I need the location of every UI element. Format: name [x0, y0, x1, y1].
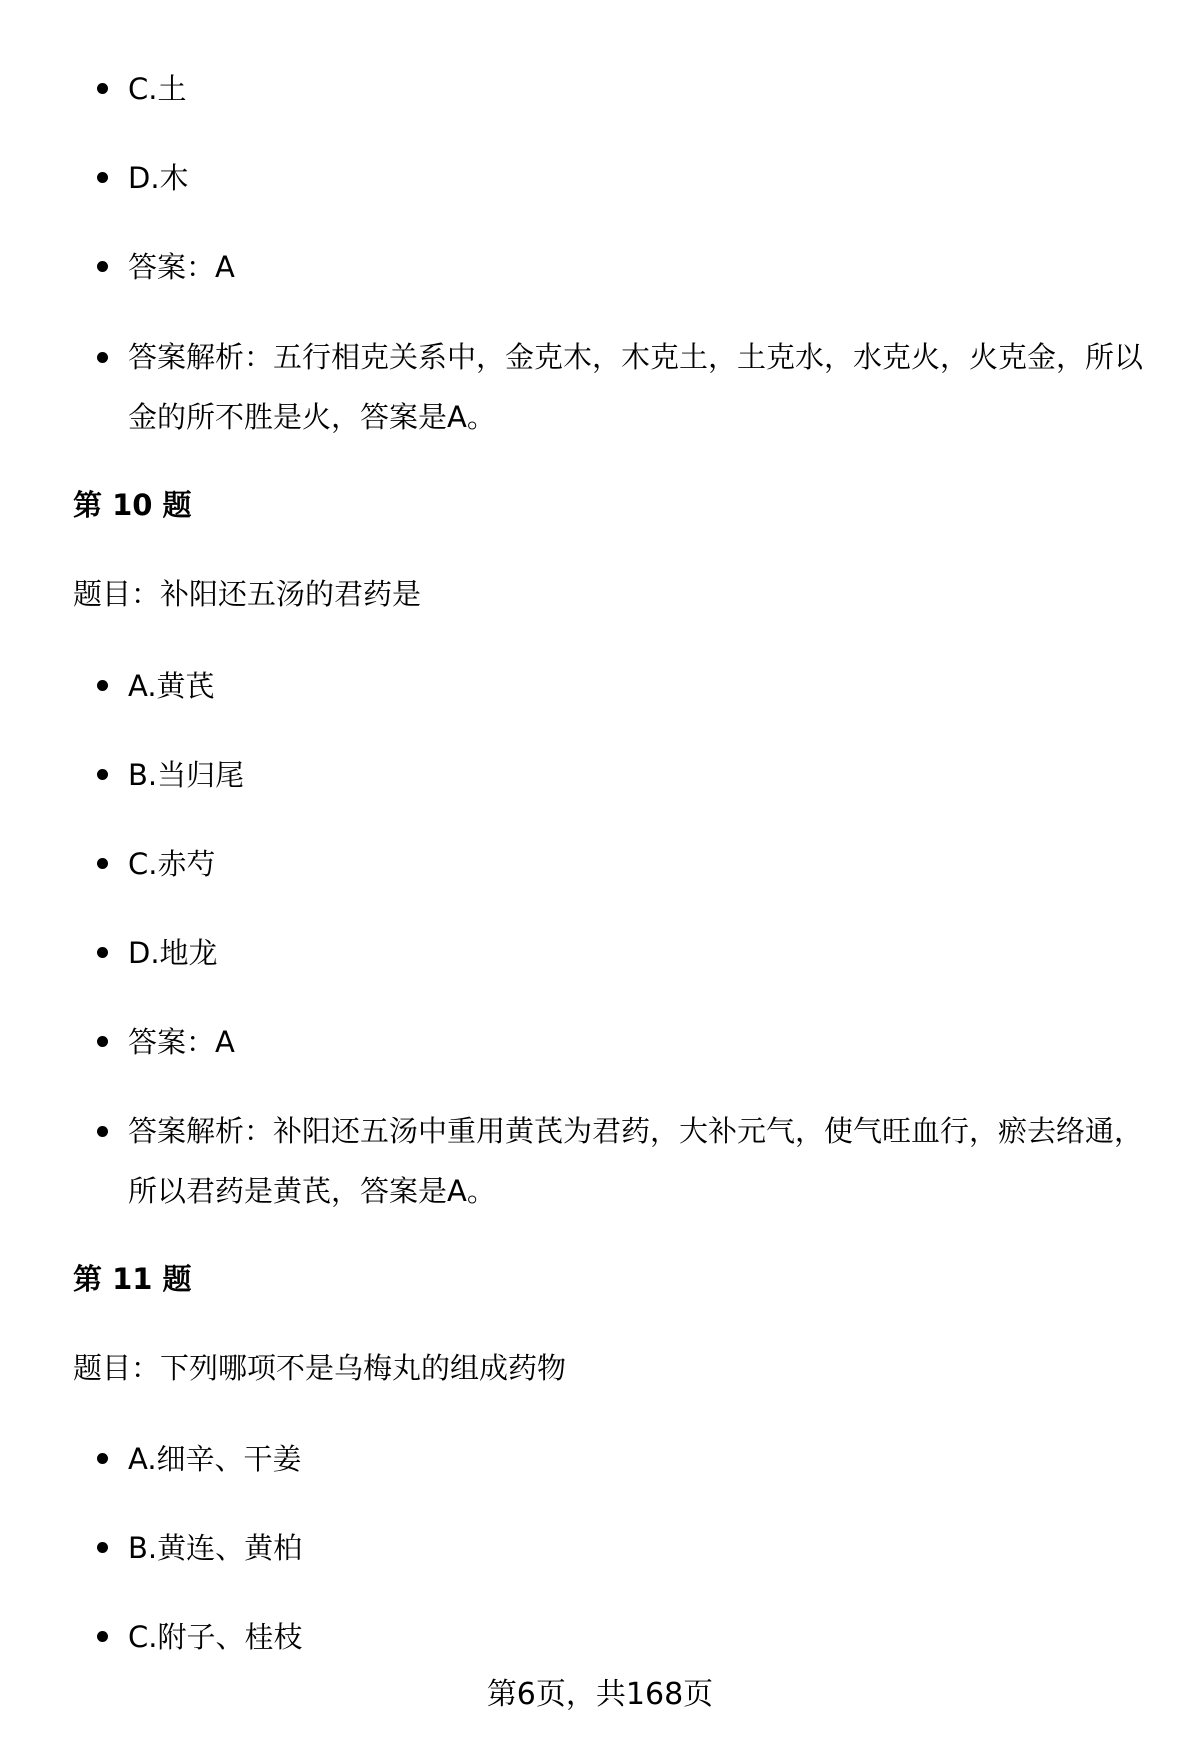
bullet	[97, 858, 108, 869]
explanation: 答案解析：五行相克关系中，金克木，木克土，土克水，水克火，火克金，所以金的所不胜是火，答案是A。	[128, 340, 1144, 434]
bullet	[97, 1126, 108, 1137]
bullet	[97, 947, 108, 958]
option-a: A.黄芪	[128, 669, 215, 703]
bullet	[97, 769, 108, 780]
bullet	[97, 83, 108, 94]
option-a: A.细辛、干姜	[128, 1442, 302, 1476]
option-d: D.地龙	[128, 936, 218, 970]
option-d: D.木	[128, 161, 189, 195]
bullet	[97, 1542, 108, 1553]
option-c: C.土	[128, 72, 187, 106]
question-heading: 第 11 题	[73, 1262, 192, 1296]
answer-line: 答案：A	[128, 1025, 235, 1059]
question-heading: 第 10 题	[73, 488, 192, 522]
option-c: C.附子、桂枝	[128, 1620, 303, 1654]
option-b: B.当归尾	[128, 758, 245, 792]
explanation: 答案解析：补阳还五汤中重用黄芪为君药，大补元气，使气旺血行，瘀去络通，所以君药是黄芪，答案是A。	[128, 1114, 1144, 1208]
bullet	[97, 261, 108, 272]
bullet	[97, 172, 108, 183]
bullet	[97, 1631, 108, 1642]
page-number: 第6页，共168页	[486, 1677, 714, 1712]
question-text: 题目：补阳还五汤的君药是	[73, 577, 422, 611]
bullet	[97, 680, 108, 691]
bullet	[97, 352, 108, 363]
option-b: B.黄连、黄柏	[128, 1531, 303, 1565]
option-c: C.赤芍	[128, 847, 216, 881]
question-text: 题目：下列哪项不是乌梅丸的组成药物	[73, 1351, 567, 1385]
answer-line: 答案：A	[128, 250, 235, 284]
bullet	[97, 1453, 108, 1464]
bullet	[97, 1036, 108, 1047]
